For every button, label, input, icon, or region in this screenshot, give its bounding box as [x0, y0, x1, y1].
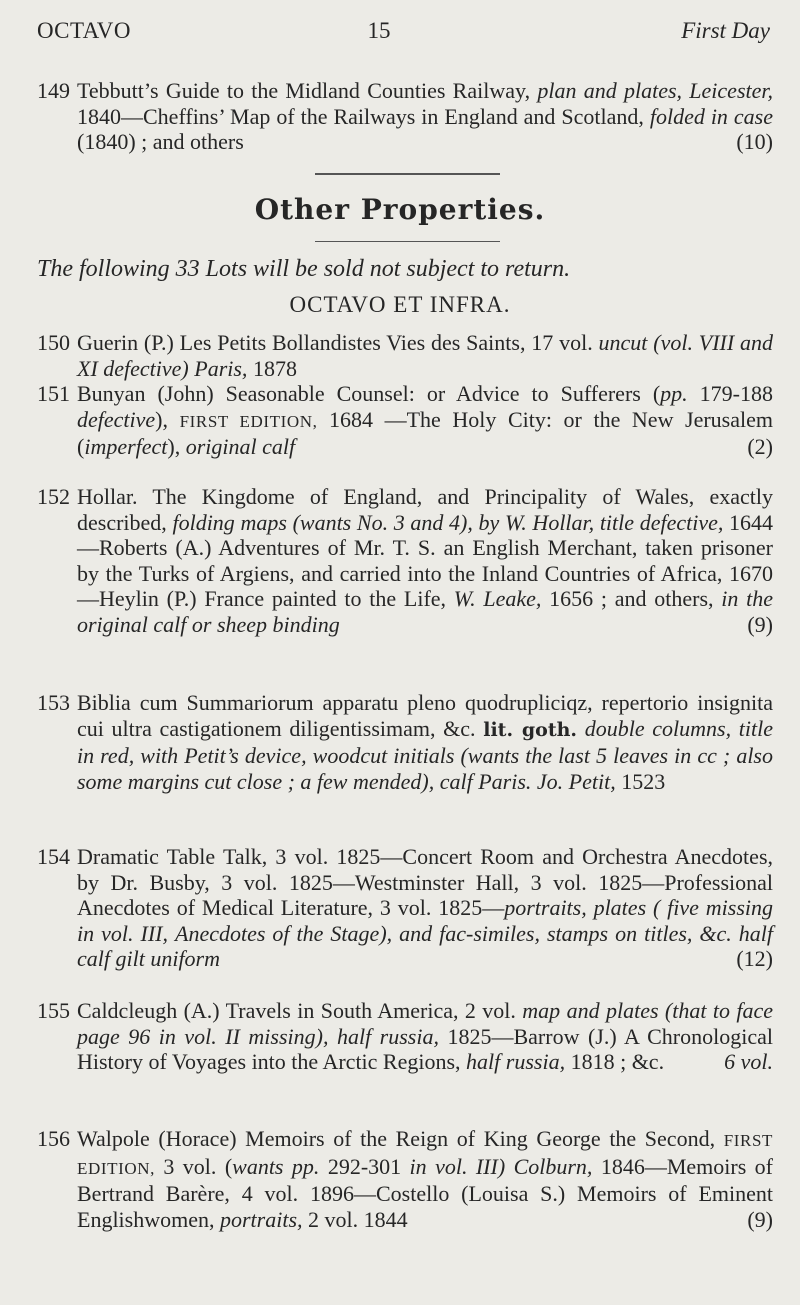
lot-text: Bunyan (John) Seasonable Counsel: or Advice to Sufferers (: [77, 381, 661, 406]
lot-text: (1840) ; and others: [77, 129, 244, 155]
lot-text-italic: portraits, plates ( five missing in vol. III,: [77, 895, 773, 946]
lot-text-italic: wants pp.: [232, 1153, 320, 1179]
lot-description: [77, 690, 773, 794]
page-number: 15: [367, 18, 391, 43]
lot-text-italic: folding maps (wants No. 3 and 4), by W. Hollar, title defective,: [172, 509, 724, 535]
lot-text: Guerin (P.) Les Petits Bollandistes Vies des Saints, 17 vol.: [77, 330, 593, 355]
lot-149: [37, 78, 773, 155]
lot-text-italic: uncut (vol. VIII and XI defective) Paris,: [77, 330, 774, 381]
lot-number: 150: [37, 330, 70, 355]
lot-quantity: (10): [736, 129, 773, 155]
lot-text: 1818 ; &c.: [570, 1049, 665, 1075]
lot-text: 1840—Cheffins’ Map of the Railways in England and Scotland,: [77, 103, 644, 129]
lot-154: [37, 844, 773, 972]
lot-152: [37, 484, 773, 638]
lot-text: 1825—Barrow (J.) A Chronological History of Voyages into the Arctic Regions,: [77, 1023, 773, 1075]
lot-quantity: (9): [747, 1206, 773, 1232]
lot-text: 1644—Roberts (A.) Adventures of Mr. T. S. an English Merchant, taken prisoner by the Turks of Argiens, and carried into the Inland Countries of Africa, 1670—Heylin (P.) France painted to the Life,: [77, 509, 774, 612]
lot-text-italic: half russia,: [466, 1049, 566, 1075]
lot-text-italic: Colburn,: [513, 1153, 593, 1179]
lot-description: [77, 330, 773, 381]
lot-text: 1846—Memoirs of Bertrand Barère, 4 vol. 1896—Costello (Louisa S.) Memoirs of Eminent Englishwomen,: [77, 1153, 773, 1232]
lot-156: [37, 1126, 773, 1232]
header-day: First Day: [681, 18, 770, 43]
lot-155: [37, 998, 773, 1075]
lot-153: [37, 690, 773, 794]
lot-text: Biblia cum Summariorum apparatu pleno quodrupliciqz, repertorio insignita cui ultra castigationem diligentissimam, &c.: [77, 690, 773, 741]
lot-quantity: 6 vol.: [724, 1049, 773, 1075]
sale-note: The following 33 Lots will be sold not subject to return.: [37, 256, 571, 282]
lot-text-italic: map and plates (that to face page 96 in vol. II missing), half russia,: [77, 998, 774, 1049]
lot-quantity: (9): [747, 611, 773, 637]
lot-text-italic: in the original calf or sheep binding: [77, 586, 773, 637]
lot-number: 156: [37, 1126, 70, 1151]
lot-text: 1684 —The Holy City: or the New Jerusalem (: [77, 406, 773, 460]
lot-text: Walpole (Horace) Memoirs of the Reign of King George the Second,: [77, 1126, 716, 1151]
lot-description: [77, 1126, 773, 1232]
lot-text-italic: Paris. Jo. Petit,: [478, 768, 616, 794]
lot-text-blackletter: lit. goth.: [483, 718, 578, 741]
lot-151: [37, 381, 773, 460]
lot-text-italic: portraits,: [220, 1206, 303, 1232]
lot-text: ),: [167, 434, 181, 460]
lot-description: [77, 381, 773, 460]
header-format: OCTAVO: [37, 18, 132, 43]
lot-text-italic: in vol. III): [409, 1153, 506, 1179]
lot-text: Caldcleugh (A.) Travels in South America, 2 vol.: [77, 998, 516, 1023]
lot-text: 1523: [621, 768, 666, 794]
lot-text-smallcaps: FIRST EDITION,: [179, 411, 318, 431]
lot-text-italic: plan and plates, Leicester,: [537, 78, 774, 103]
lot-description: [77, 998, 773, 1075]
lot-text: Tebbutt’s Guide to the Midland Counties Railway,: [77, 78, 531, 103]
page-header: [37, 18, 770, 54]
lot-description: [77, 78, 773, 155]
lot-text: 179-188: [699, 381, 773, 406]
lot-text: Dramatic Table Talk, 3 vol. 1825—Concert Room and Orchestra Anecdotes, by Dr. Busby, 3 vol. 1825—Westminster Hall, 3 vol. 1825—Professional Anecdotes of Medical Literature, 3 vol. 1825—: [77, 844, 773, 921]
lot-number: 149: [37, 78, 70, 103]
lot-number: 152: [37, 484, 70, 509]
divider-rule: [315, 173, 500, 175]
lot-number: 155: [37, 998, 70, 1023]
lot-text: 1656 ; and others,: [549, 586, 714, 612]
lot-text-italic: imperfect: [84, 434, 168, 460]
lot-description: [77, 844, 773, 972]
lot-text-italic: folded in case: [649, 103, 773, 129]
section-title: Other Properties.: [254, 193, 546, 226]
lot-quantity: (2): [747, 434, 773, 460]
lot-text-italic: defective: [77, 406, 156, 432]
lot-text-italic: W. Leake,: [453, 586, 542, 612]
lot-text: 292-301: [327, 1153, 402, 1179]
lot-description: [77, 484, 773, 638]
lot-text: Hollar. The Kingdome of England, and Principality of Wales, exactly described,: [77, 484, 773, 535]
lot-text: 1878: [252, 355, 297, 381]
lot-text-smallcaps: FIRST EDITION,: [77, 1131, 773, 1178]
lot-number: 154: [37, 844, 70, 869]
lot-number: 151: [37, 381, 70, 406]
lot-text-italic: original calf: [185, 434, 296, 460]
lot-number: 153: [37, 690, 70, 715]
lot-text: ),: [155, 406, 168, 432]
format-subheading: OCTAVO ET INFRA.: [289, 292, 511, 317]
lot-text: 2 vol. 1844: [308, 1206, 408, 1232]
lot-text-italic: Anecdotes of the Stage), and fac-similes, stamps on titles, &c. half calf gilt uniform: [77, 920, 774, 972]
lot-text-italic: pp.: [660, 381, 688, 406]
divider-rule: [315, 241, 500, 242]
lot-text-italic: double columns, title in red, with Petit’s device, woodcut initials (wants the last 5 leaves in cc ; also some margins cut close ; a few mended), calf: [77, 715, 774, 794]
lot-text: 3 vol. (: [163, 1153, 233, 1179]
lot-quantity: (12): [736, 946, 773, 972]
lot-150: [37, 330, 773, 381]
